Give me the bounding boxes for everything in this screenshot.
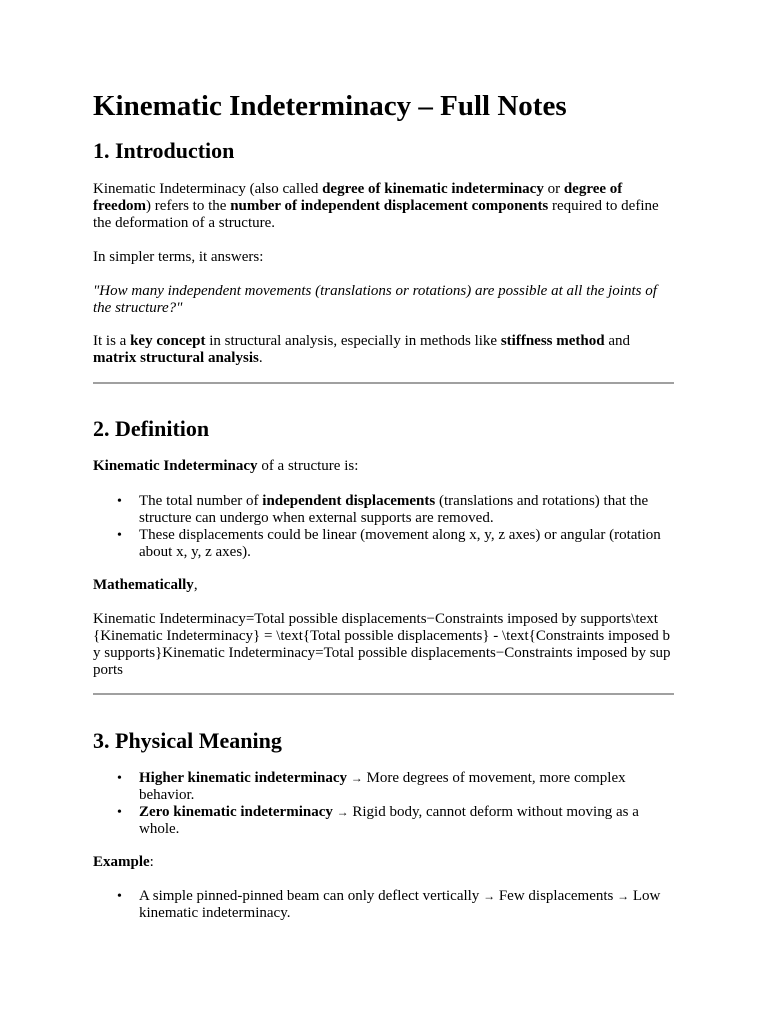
text-run: required to define the deformation of a structure.: [93, 198, 659, 231]
mathematically-label: [93, 577, 676, 594]
list-item: [93, 804, 676, 838]
section-heading-definition: 2. Definition: [93, 416, 210, 441]
example-bullet-list: [93, 888, 676, 922]
list-item: [93, 493, 676, 527]
key-concept-paragraph: [93, 333, 676, 367]
text-run: Few displacements: [495, 888, 618, 904]
list-item: [93, 770, 676, 804]
bold-run: Kinematic Indeterminacy: [93, 458, 258, 474]
intro-paragraph: [93, 181, 676, 232]
example-label: [93, 854, 676, 871]
bullet-icon: •: [117, 805, 122, 820]
text-run: ,: [193, 577, 198, 593]
text-run: and: [604, 333, 631, 349]
text-run: The total number of: [139, 493, 263, 509]
text-run: Kinematic Indeterminacy (also called: [93, 181, 323, 197]
bullet-icon: •: [117, 771, 122, 786]
bold-run: Zero kinematic indeterminacy: [139, 804, 333, 820]
text-run: of a structure is:: [257, 458, 359, 474]
text-run: in structural analysis, especially in methods like: [205, 333, 501, 349]
bold-run: Example: [93, 854, 150, 870]
list-item: [93, 888, 676, 922]
section-heading-physical-meaning: 3. Physical Meaning: [93, 728, 282, 753]
bullet-icon: •: [117, 494, 122, 509]
definition-intro: [93, 458, 676, 475]
text-run: It is a: [93, 333, 131, 349]
physical-meaning-bullet-list: [93, 770, 676, 838]
right-arrow-icon: →: [336, 805, 349, 819]
bold-run: Mathematically: [93, 577, 194, 593]
bold-run: number of independent displacement components: [230, 198, 549, 214]
definition-bullet-list: [93, 493, 676, 561]
formula-text: Kinematic Indeterminacy=Total possible displacements−Constraints imposed by supports\text{Kinematic Indeterminacy} = \text{Total possible displacements} - \text{Constraints imposed by supports}Kinematic Indeterminacy=Total possible displacements−Constraints imposed by supports: [93, 611, 671, 678]
section-heading-introduction: 1. Introduction: [93, 138, 235, 163]
text-run: A simple pinned-pinned beam can only deflect vertically: [139, 888, 484, 904]
bold-run: matrix structural analysis: [93, 350, 259, 366]
text-run: ) refers to the: [146, 198, 231, 214]
bold-run: Higher kinematic indeterminacy: [139, 770, 348, 786]
right-arrow-icon: →: [350, 771, 363, 785]
section-divider: [93, 382, 674, 384]
bold-run: independent displacements: [262, 493, 436, 509]
text-run: (translations and rotations) that the structure can undergo when external supports are removed.: [139, 493, 649, 526]
text-run: These displacements could be linear (movement along x, y, z axes) or angular (rotation about x, y, z axes).: [139, 527, 661, 560]
text-run: or: [543, 181, 564, 197]
page-title: Kinematic Indeterminacy – Full Notes: [93, 90, 567, 122]
text-run: Rigid body, cannot deform without moving as a whole.: [139, 804, 639, 837]
right-arrow-icon: →: [617, 889, 630, 903]
quote-paragraph: "How many independent movements (translations or rotations) are possible at all the joints of the structure?": [93, 283, 657, 316]
simpler-terms-paragraph: In simpler terms, it answers:: [93, 249, 264, 265]
text-run: More degrees of movement, more complex behavior.: [139, 770, 626, 803]
right-arrow-icon: →: [483, 889, 496, 903]
bullet-icon: •: [117, 889, 122, 904]
bullet-icon: •: [117, 528, 122, 543]
section-divider: [93, 693, 674, 695]
bold-run: degree of freedom: [93, 181, 623, 214]
bold-run: stiffness method: [500, 333, 605, 349]
text-run: .: [258, 350, 263, 366]
text-run: Low kinematic indeterminacy.: [139, 888, 661, 921]
bold-run: key concept: [130, 333, 206, 349]
list-item: [93, 527, 676, 561]
bold-run: degree of kinematic indeterminacy: [322, 181, 544, 197]
text-run: :: [149, 854, 154, 870]
